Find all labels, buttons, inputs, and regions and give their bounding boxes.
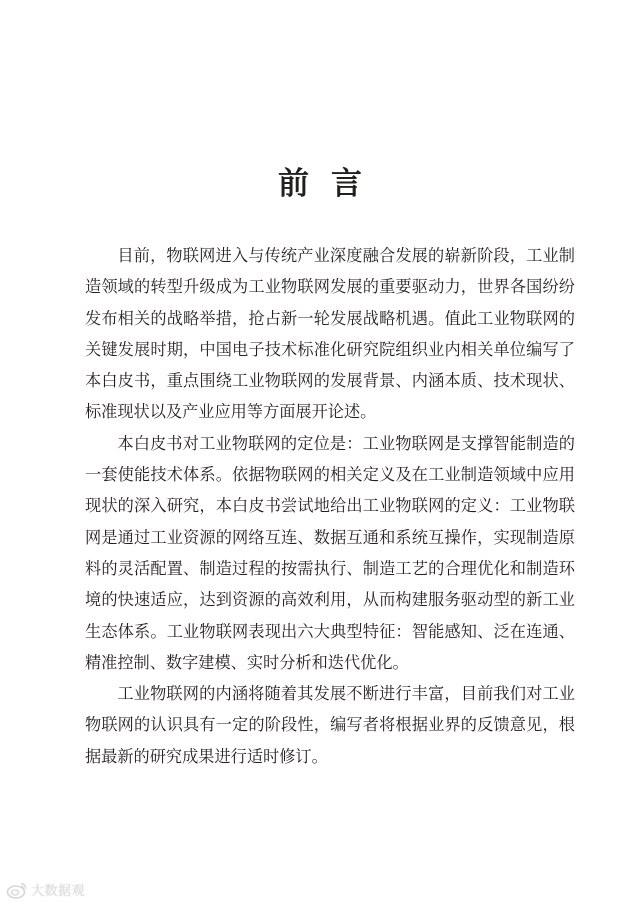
watermark-text: 大数据观: [31, 884, 86, 899]
weibo-logo-icon: [6, 881, 28, 899]
page-title: 前言: [278, 166, 384, 202]
paragraph-2: 本白皮书对工业物联网的定位是：工业物联网是支撑智能制造的一套使能技术体系。依据物联网的相关定义及在工业制造领域中应用现状的深入研究，本白皮书尝试地给出工业物联网的定义：工业物联网是通过工业资源的网络互连、数据互通和系统互操作，实现制造原料的灵活配置、制造过程的按需执行、制造工艺的合理优化和制造环境的快速适应，达到资源的高效利用，从而构建服务驱动型的新工业生态体系。工业物联网表现出六大典型特征：智能感知、泛在连通、精准控制、数字建模、实时分析和迭代优化。: [85, 433, 575, 672]
paragraph-3: 工业物联网的内涵将随着其发展不断进行丰富，目前我们对工业物联网的认识具有一定的阶段性，编写者将根据业界的反馈意见，根据最新的研究成果进行适时修订。: [85, 684, 575, 766]
watermark: [6, 880, 85, 899]
paragraph-1: 目前，物联网进入与传统产业深度融合发展的崭新阶段，工业制造领域的转型升级成为工业物联网发展的重要驱动力，世界各国纷纷发布相关的战略举措，抢占新一轮发展战略机遇。值此工业物联网的关键发展时期，中国电子技术标准化研究院组织业内相关单位编写了本白皮书，重点围绕工业物联网的发展背景、内涵本质、技术现状、标准现状以及产业应用等方面展开论述。: [85, 246, 575, 422]
body-text: [85, 240, 575, 772]
